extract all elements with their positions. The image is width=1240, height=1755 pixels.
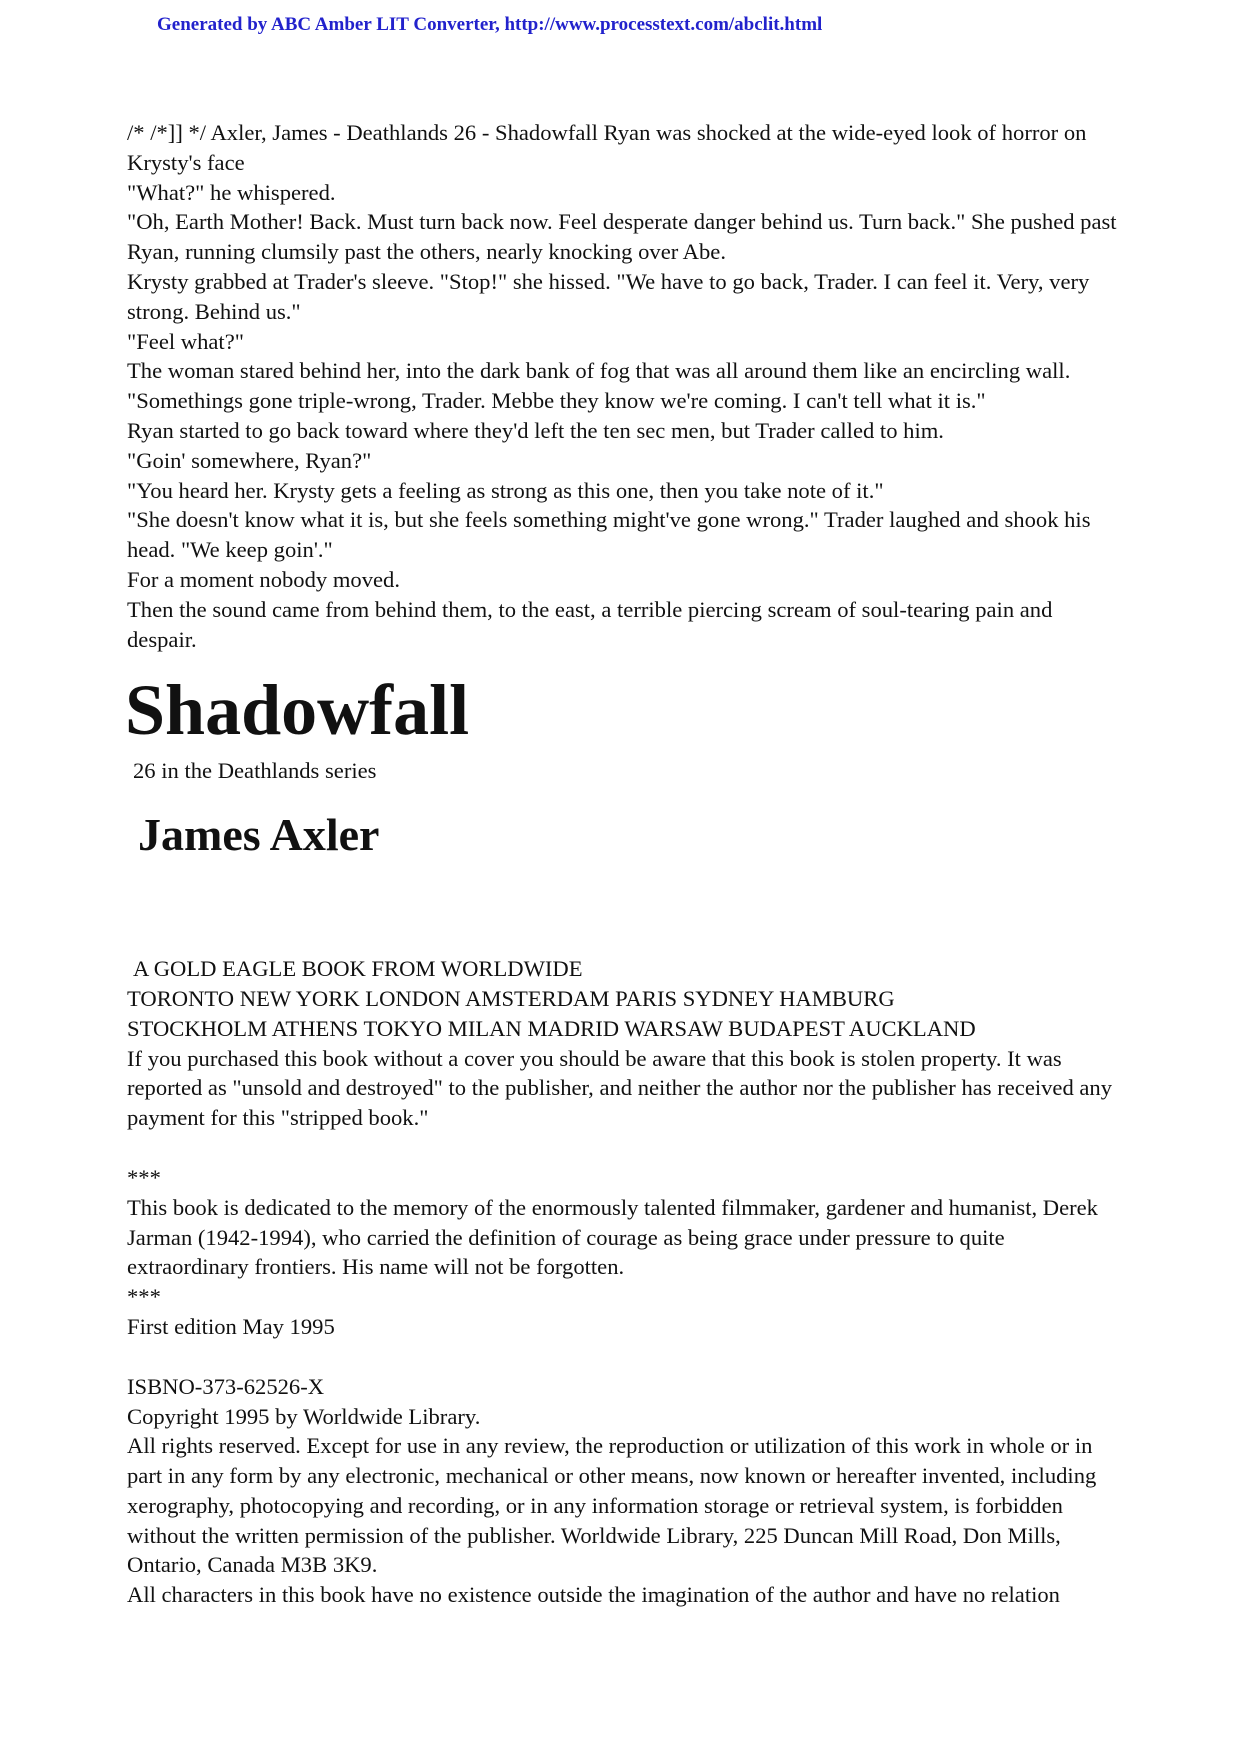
excerpt-paragraph: "What?" he whispered. xyxy=(127,179,336,205)
copyright-block xyxy=(127,1312,1127,1610)
story-excerpt xyxy=(127,118,1127,654)
rights-paragraph: All rights reserved. Except for use in any review, the reproduction or utilization of this work in whole or in part in any form by any electronic, mechanical or other means, now known or hereafter invented, including xerography, photocopying and recording, or in any information storage or retrieval system, is forbidden without the written permission of the publisher. Worldwide Library, 225 Duncan Mill Road, Don Mills, Ontario, Canada M3B 3K9. xyxy=(127,1433,1097,1578)
series-subtitle: 26 in the Deathlands series xyxy=(133,758,377,784)
publisher-cities: STOCKHOLM ATHENS TOKYO MILAN MADRID WARSAW BUDAPEST AUCKLAND xyxy=(127,1015,976,1041)
excerpt-paragraph: "Goin' somewhere, Ryan?" xyxy=(127,447,372,473)
excerpt-paragraph: /* /*]] */ Axler, James - Deathlands 26 - Shadowfall Ryan was shocked at the wide-eyed look of horror on Krysty's face xyxy=(127,120,1087,175)
excerpt-paragraph: Then the sound came from behind them, to the east, a terrible piercing scream of soul-tearing pain and despair. xyxy=(127,596,1053,652)
publisher-imprint: A GOLD EAGLE BOOK FROM WORLDWIDE xyxy=(133,956,583,982)
excerpt-paragraph: "Oh, Earth Mother! Back. Must turn back now. Feel desperate danger behind us. Turn back." She pushed past Ryan, running clumsily past the others, nearly knocking over Abe. xyxy=(127,209,1117,265)
author-name: James Axler xyxy=(138,809,380,861)
section-separator: *** xyxy=(127,1284,161,1310)
edition-line: First edition May 1995 xyxy=(127,1313,335,1339)
isbn-line: ISBNO-373-62526-X xyxy=(127,1373,325,1399)
copyright-line: Copyright 1995 by Worldwide Library. xyxy=(127,1403,481,1429)
excerpt-paragraph: "Somethings gone triple-wrong, Trader. Mebbe they know we're coming. I can't tell what it is." xyxy=(127,388,986,414)
dedication-block xyxy=(127,1163,1127,1312)
publisher-cities: TORONTO NEW YORK LONDON AMSTERDAM PARIS SYDNEY HAMBURG xyxy=(127,985,895,1011)
excerpt-paragraph: For a moment nobody moved. xyxy=(127,566,400,592)
characters-disclaimer: All characters in this book have no existence outside the imagination of the author and have no relation xyxy=(127,1582,1060,1608)
publisher-block xyxy=(127,954,1127,1133)
converter-header-link[interactable]: Generated by ABC Amber LIT Converter, http://www.processtext.com/abclit.html xyxy=(157,14,823,35)
excerpt-paragraph: "You heard her. Krysty gets a feeling as strong as this one, then you take note of it." xyxy=(127,477,884,503)
section-separator: *** xyxy=(127,1164,161,1190)
excerpt-paragraph: "She doesn't know what it is, but she feels something might've gone wrong." Trader laughed and shook his head. "We keep goin'." xyxy=(127,507,1091,563)
excerpt-paragraph: "Feel what?" xyxy=(127,328,244,354)
excerpt-paragraph: Ryan started to go back toward where they'd left the ten sec men, but Trader called to him. xyxy=(127,417,944,443)
document-body xyxy=(127,118,1127,1610)
excerpt-paragraph: The woman stared behind her, into the dark bank of fog that was all around them like an encircling wall. xyxy=(127,358,1071,384)
dedication-text: This book is dedicated to the memory of the enormously talented filmmaker, gardener and humanist, Derek Jarman (1942-1994), who carried the definition of courage as being grace under pressure to quite extraordinary frontiers. His name will not be forgotten. xyxy=(127,1194,1098,1280)
book-title: Shadowfall xyxy=(125,670,470,751)
cover-notice: If you purchased this book without a cover you should be aware that this book is stolen property. It was reported as "unsold and destroyed" to the publisher, and neither the author nor the publisher has received any payment for this "stripped book." xyxy=(127,1045,1113,1131)
excerpt-paragraph: Krysty grabbed at Trader's sleeve. "Stop!" she hissed. "We have to go back, Trader. I can feel it. Very, very strong. Behind us." xyxy=(127,268,1090,324)
